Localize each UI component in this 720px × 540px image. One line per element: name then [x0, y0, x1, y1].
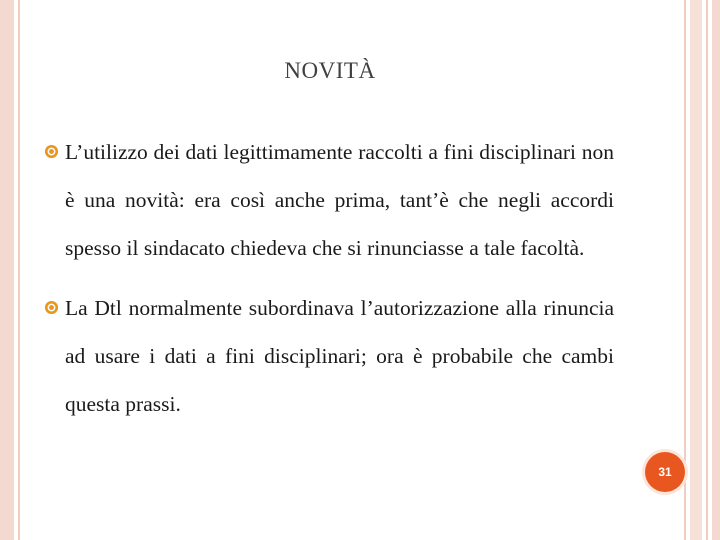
right-border-line-inner — [706, 0, 708, 540]
bullet-item — [44, 284, 614, 428]
bullet-text: La Dtl normalmente subordinava l’autorizzazione alla rinuncia ad usare i dati a fini disciplinari; ora è probabile che cambi questa prassi. — [65, 296, 614, 416]
slide-title: NOVITÀ — [284, 58, 376, 83]
right-border-band — [690, 0, 702, 540]
left-border — [0, 0, 14, 540]
left-border-line — [18, 0, 20, 540]
sun-bullet-icon — [44, 300, 59, 315]
page-number-badge: 31 — [645, 452, 685, 492]
right-border-line — [684, 0, 686, 540]
sun-bullet-icon — [44, 144, 59, 159]
bullet-text: L’utilizzo dei dati legittimamente raccolti a fini disciplinari non è una novità: era così anche prima, tant’è che negli accordi spesso il sindacato chiedeva che si rinunciasse a tale facoltà. — [65, 140, 614, 260]
bullet-item — [44, 128, 614, 272]
bullet-list — [44, 128, 614, 428]
right-border — [712, 0, 720, 540]
